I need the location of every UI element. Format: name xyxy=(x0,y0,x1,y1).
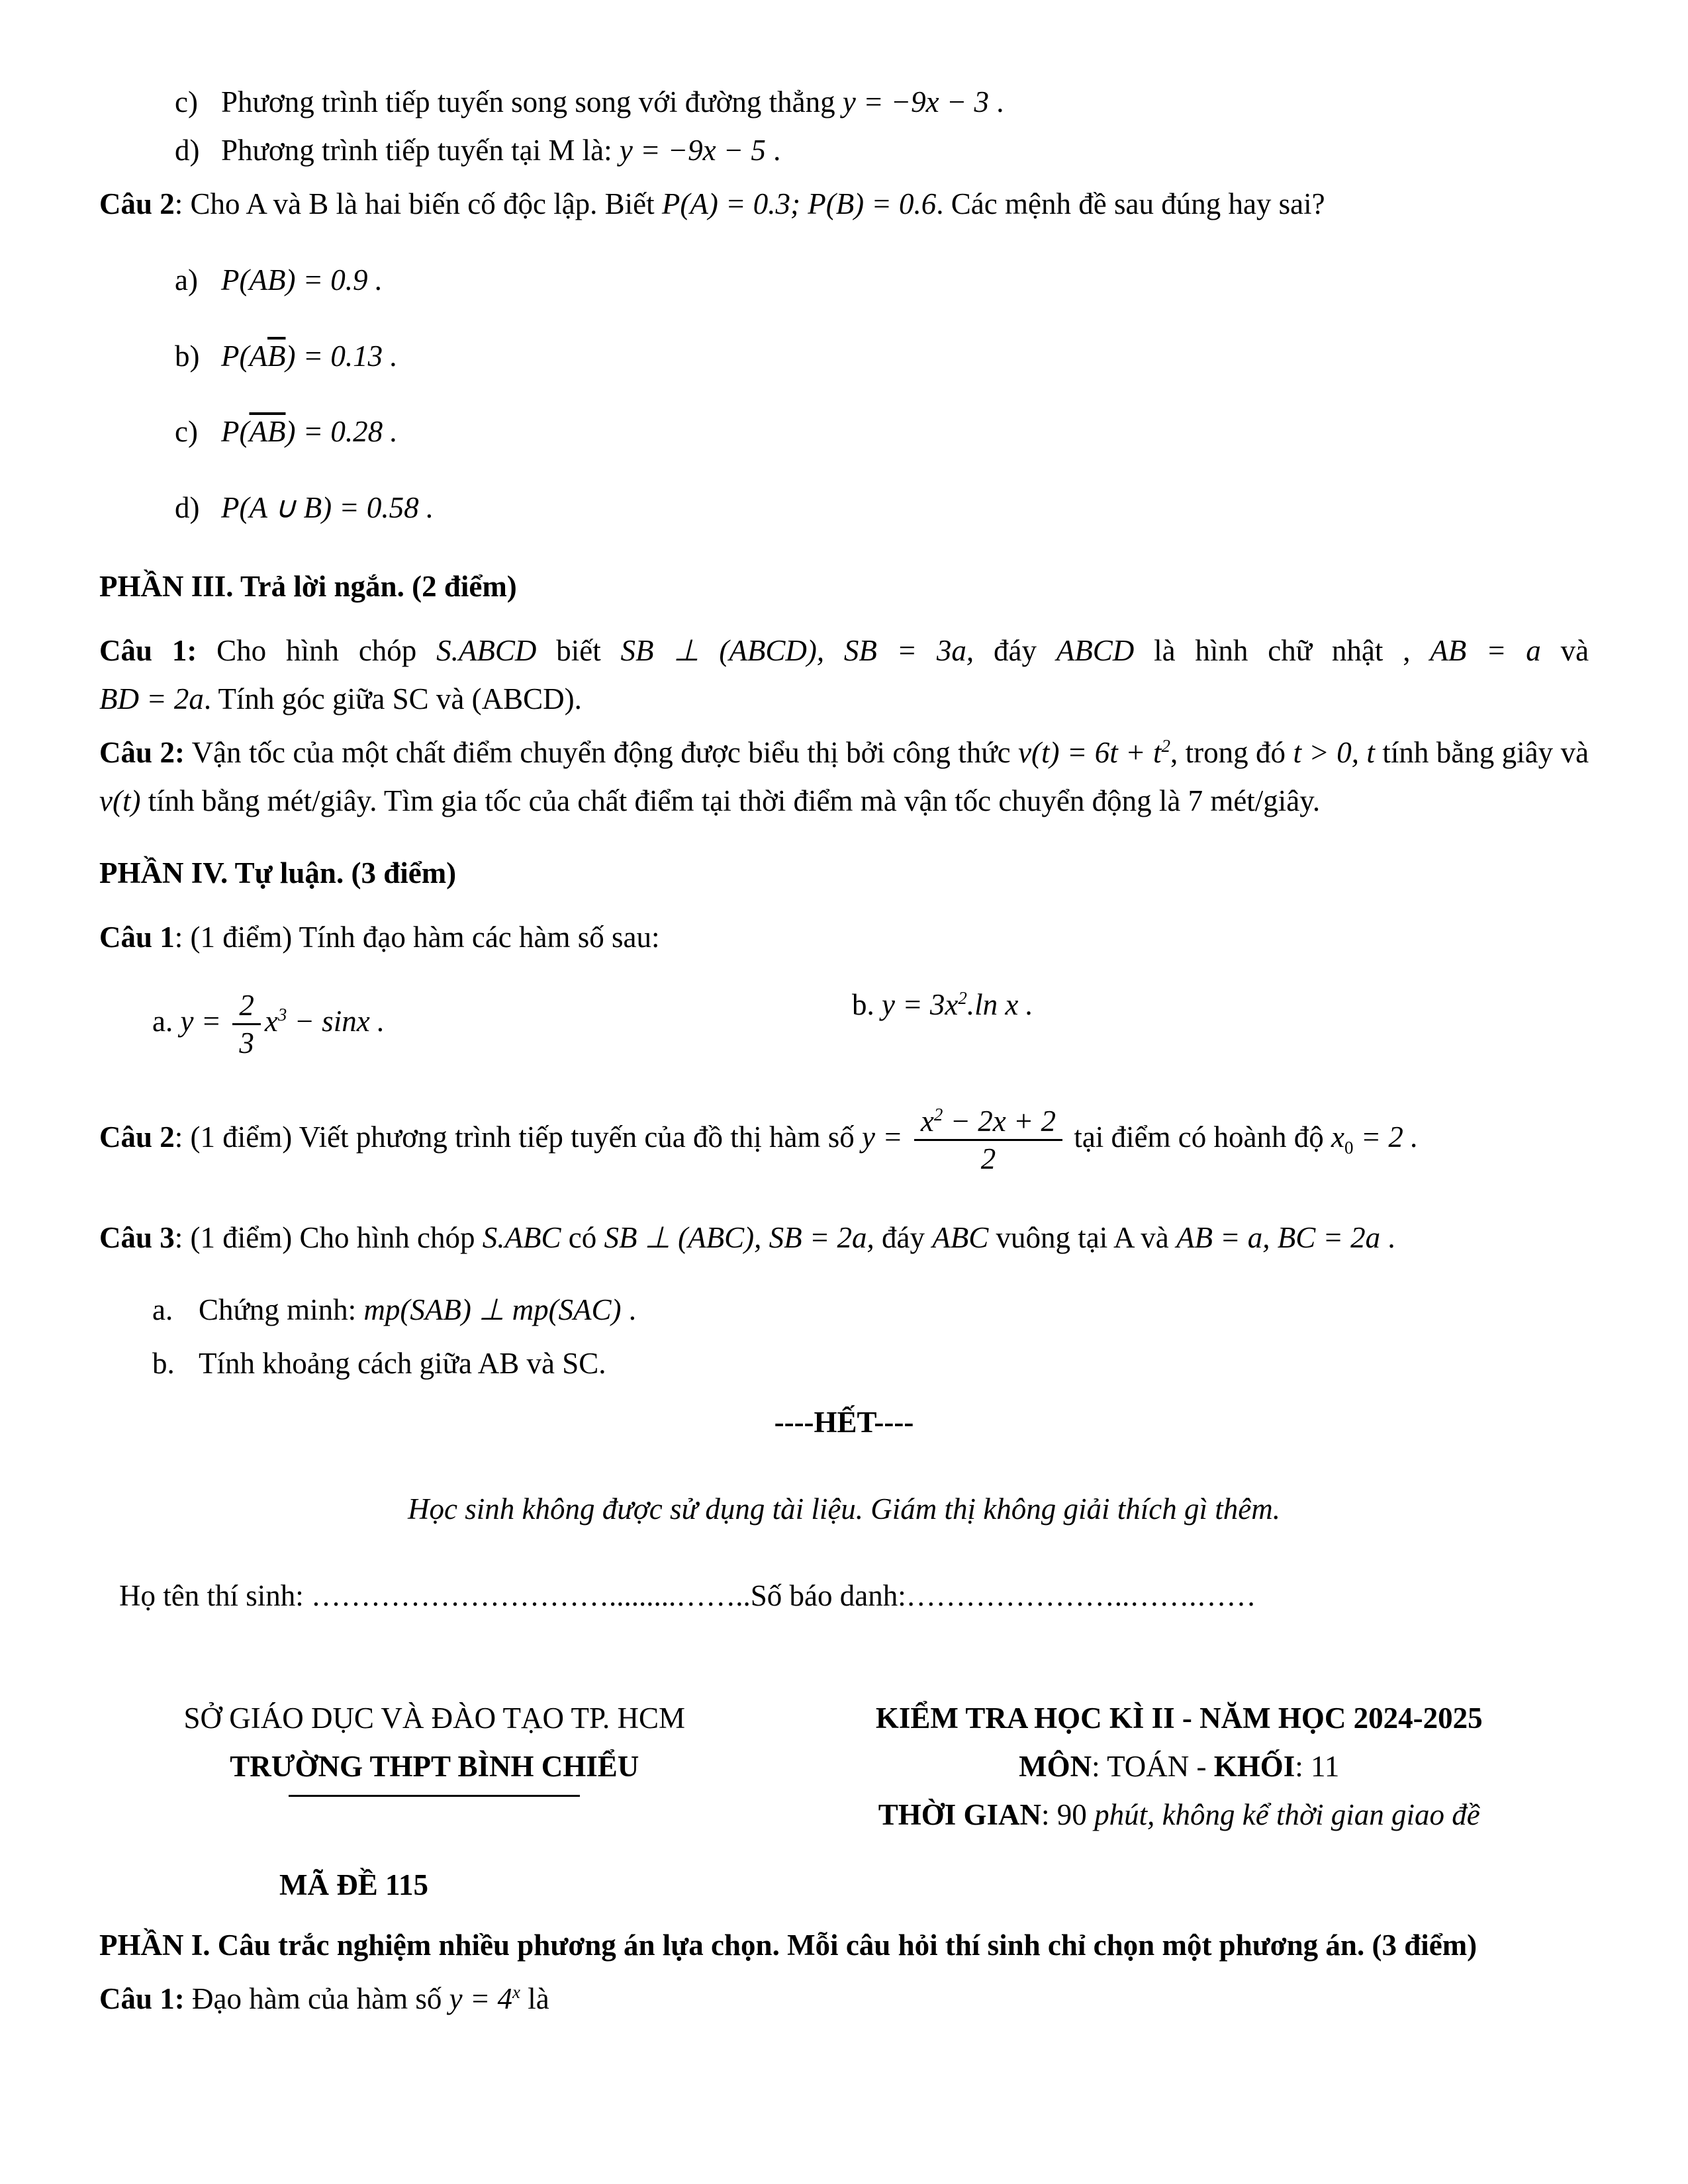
question-label: Câu 1: xyxy=(99,1982,185,2016)
text-segment: : (1 điểm) Tính đạo hàm các hàm số sau: xyxy=(174,920,660,954)
text-segment: Phương trình tiếp tuyến song song với đường thẳng xyxy=(221,85,835,118)
math-expression: SB ⊥ (ABC), xyxy=(604,1221,762,1255)
prob-item-c xyxy=(99,408,1589,456)
question-cau2-intro xyxy=(99,180,1589,228)
math-expression: t > 0, xyxy=(1293,735,1359,769)
question-label: Câu 2 xyxy=(99,1120,175,1154)
prob-item-b xyxy=(99,332,1589,381)
exam-title: KIỂM TRA HỌC KÌ II - NĂM HỌC 2024-2025 xyxy=(875,1701,1483,1735)
text-segment: : Cho A và B là hai biến cố độc lập. Biết xyxy=(174,187,655,220)
item-label: b. xyxy=(852,988,874,1022)
text-segment: có xyxy=(568,1221,597,1255)
math-expression: − sinx . xyxy=(294,1005,385,1038)
text-segment: Đạo hàm của hàm số xyxy=(192,1982,442,2016)
header-right-column xyxy=(770,1694,1589,1839)
text-segment: . xyxy=(1380,1221,1395,1255)
math-expression: ABCD xyxy=(1056,634,1135,668)
item-label: c) xyxy=(175,415,198,449)
p4-cau3-item-a xyxy=(99,1286,1589,1334)
item-label: b. xyxy=(152,1347,175,1381)
school-name: TRƯỜNG THPT BÌNH CHIỂU xyxy=(230,1749,639,1783)
superscript: 2 xyxy=(958,988,967,1009)
overlined-symbol: $\overline{AB}$ xyxy=(249,415,286,449)
fraction-denominator: 2 xyxy=(980,1142,996,1176)
math-expression: y = xyxy=(180,1005,222,1038)
text-segment: : TOÁN - xyxy=(1092,1749,1214,1783)
subject-label: MÔN xyxy=(1019,1749,1092,1783)
text-segment: : (1 điểm) Viết phương trình tiếp tuyến của đồ thị hàm số xyxy=(174,1120,855,1154)
fraction xyxy=(232,987,261,1061)
exam-notice: Học sinh không được sử dụng tài liệu. Giám thị không giải thích gì thêm. xyxy=(408,1492,1280,1526)
math-expression: x xyxy=(1331,1120,1344,1154)
math-expression: S.ABC xyxy=(482,1221,561,1255)
overlined-symbol: $\overline{B}$ xyxy=(267,339,286,373)
text-segment: là hình chữ nhật , xyxy=(1154,634,1411,668)
statement-item-c xyxy=(99,78,1589,126)
department-name: SỞ GIÁO DỤC VÀ ĐÀO TẠO TP. HCM xyxy=(183,1701,686,1735)
math-expression: y = 4 xyxy=(449,1982,512,2016)
math-expression: t xyxy=(1366,735,1375,769)
math-expression: BD = 2a xyxy=(99,682,204,716)
text-segment: . Tính góc giữa SC và (ABCD). xyxy=(203,682,582,716)
section-heading-phan1: PHẦN I. Câu trắc nghiệm nhiều phương án lựa chọn. Mỗi câu hỏi thí sinh chỉ chọn một phương án. (3 điểm) xyxy=(99,1929,1477,1962)
text-segment: đáy xyxy=(993,634,1037,668)
math-expression: SB ⊥ (ABCD), xyxy=(620,634,825,668)
header-left-column xyxy=(99,1694,770,1839)
text-segment: phút, không kể thời gian giao đề xyxy=(1094,1797,1480,1831)
time-label: THỜI GIAN xyxy=(878,1797,1042,1831)
p1-cau1 xyxy=(99,1975,1589,2023)
math-expression: ) = 0.28 . xyxy=(285,415,398,449)
text-segment: : 11 xyxy=(1295,1749,1340,1783)
superscript: 2 xyxy=(1161,735,1170,756)
math-expression: − 2x + 2 xyxy=(950,1105,1056,1138)
divider-rule xyxy=(289,1795,580,1797)
math-expression: y = xyxy=(862,1120,903,1154)
end-marker: ----HẾT---- xyxy=(774,1406,914,1439)
fraction-denominator: 3 xyxy=(239,1026,254,1060)
math-expression: AB = a xyxy=(1430,634,1541,668)
math-expression: P(A xyxy=(221,339,267,373)
item-label: a. xyxy=(152,1293,173,1327)
item-label: a. xyxy=(152,1005,173,1038)
text-segment: Phương trình tiếp tuyến tại M là: xyxy=(221,133,612,167)
math-expression: P(A) = 0.3; P(B) = 0.6 xyxy=(661,187,937,220)
question-label: Câu 2 xyxy=(99,187,175,220)
superscript: 3 xyxy=(277,1005,287,1025)
math-expression: = 2 . xyxy=(1360,1120,1419,1154)
math-expression: ) = 0.13 . xyxy=(285,339,398,373)
text-segment: Tính khoảng cách giữa AB và SC. xyxy=(199,1347,606,1381)
math-expression: SB = 2a, xyxy=(769,1221,874,1255)
fraction-numerator: 2 xyxy=(232,987,261,1025)
text-segment: tính bằng giây và xyxy=(1382,735,1589,769)
exam-code: MÃ ĐỀ 115 xyxy=(279,1868,428,1902)
prob-item-d xyxy=(99,484,1589,532)
math-expression: ABC xyxy=(932,1221,989,1255)
p4-cau2 xyxy=(99,1103,1589,1177)
question-label: Câu 1: xyxy=(99,634,197,668)
item-label: b) xyxy=(175,339,200,373)
p4-cau3 xyxy=(99,1214,1589,1262)
text-segment: tại điểm có hoành độ xyxy=(1074,1120,1324,1154)
math-expression: v(t) xyxy=(99,784,141,817)
section-heading-phan4: PHẦN IV. Tự luận. (3 điểm) xyxy=(99,856,457,889)
section-heading-phan3: PHẦN III. Trả lời ngắn. (2 điểm) xyxy=(99,570,517,604)
text-segment: Cho hình chóp xyxy=(216,634,417,668)
time-line xyxy=(770,1791,1589,1839)
text-segment: : 90 xyxy=(1041,1797,1087,1831)
exam-header xyxy=(99,1694,1589,1839)
question-label: Câu 1 xyxy=(99,920,175,954)
text-segment: vuông tại A và xyxy=(996,1221,1169,1255)
item-label: c) xyxy=(175,85,198,118)
derivative-item-a xyxy=(99,987,844,1061)
math-expression: v(t) = 6t + t xyxy=(1018,735,1162,769)
fraction xyxy=(914,1103,1062,1177)
derivative-item-b xyxy=(844,987,1589,1061)
item-label: a) xyxy=(175,263,198,296)
math-expression: .ln x . xyxy=(966,988,1033,1022)
math-expression: mp(SAB) ⊥ mp(SAC) xyxy=(363,1293,622,1327)
statement-item-d xyxy=(99,126,1589,175)
math-expression: S.ABCD xyxy=(436,634,537,668)
math-expression: P(A ∪ B) = 0.58 . xyxy=(221,491,434,525)
text-segment: đáy xyxy=(881,1221,925,1255)
text-segment: . xyxy=(621,1293,637,1327)
prob-item-a xyxy=(99,256,1589,304)
text-segment: Chứng minh: xyxy=(199,1293,357,1327)
text-segment: tính bằng mét/giây. Tìm gia tốc của chất điểm tại thời điểm mà vận tốc chuyển động là 7 mét/giây. xyxy=(148,784,1321,817)
item-label: d) xyxy=(175,491,200,525)
fraction-numerator xyxy=(914,1103,1062,1141)
text-segment: . xyxy=(988,85,1004,118)
subscript: 0 xyxy=(1344,1138,1354,1158)
text-segment: . xyxy=(765,133,781,167)
math-expression: x xyxy=(264,1005,278,1038)
student-name-line: Họ tên thí sinh: ………………………….........……..Số báo danh:…………………..…….…… xyxy=(119,1578,1256,1612)
superscript: x xyxy=(512,1982,520,2003)
math-expression: y = −9x − 3 xyxy=(842,85,989,118)
p4-cau1 xyxy=(99,913,1589,962)
question-label: Câu 3 xyxy=(99,1221,175,1255)
text-segment: Vận tốc của một chất điểm chuyển động được biểu thị bởi công thức xyxy=(191,735,1011,769)
text-segment: , trong đó xyxy=(1170,735,1286,769)
superscript: 2 xyxy=(933,1105,943,1125)
grade-label: KHỐI xyxy=(1213,1749,1295,1783)
p3-cau1-line2 xyxy=(99,675,1589,723)
text-segment: . Các mệnh đề sau đúng hay sai? xyxy=(936,187,1325,220)
p3-cau1 xyxy=(99,627,1589,723)
math-expression: AB = a, BC = 2a xyxy=(1176,1221,1381,1255)
text-segment: biết xyxy=(556,634,601,668)
derivative-items-row xyxy=(99,987,1589,1061)
math-expression: P(AB) = 0.9 . xyxy=(221,263,383,296)
math-expression: P( xyxy=(221,415,250,449)
p3-cau2-paragraph xyxy=(99,729,1589,825)
text-segment: và xyxy=(1560,634,1589,668)
p4-cau3-item-b xyxy=(99,1340,1589,1388)
math-expression: SB = 3a, xyxy=(843,634,974,668)
math-expression: y = 3x xyxy=(882,988,959,1022)
math-expression: x xyxy=(920,1105,934,1138)
p3-cau1-line1 xyxy=(99,627,1589,675)
item-label: d) xyxy=(175,133,200,167)
text-segment: : (1 điểm) Cho hình chóp xyxy=(174,1221,475,1255)
math-expression: y = −9x − 5 xyxy=(619,133,766,167)
question-label: Câu 2: xyxy=(99,735,185,769)
text-segment: là xyxy=(528,1982,549,2016)
subject-line xyxy=(770,1743,1589,1791)
